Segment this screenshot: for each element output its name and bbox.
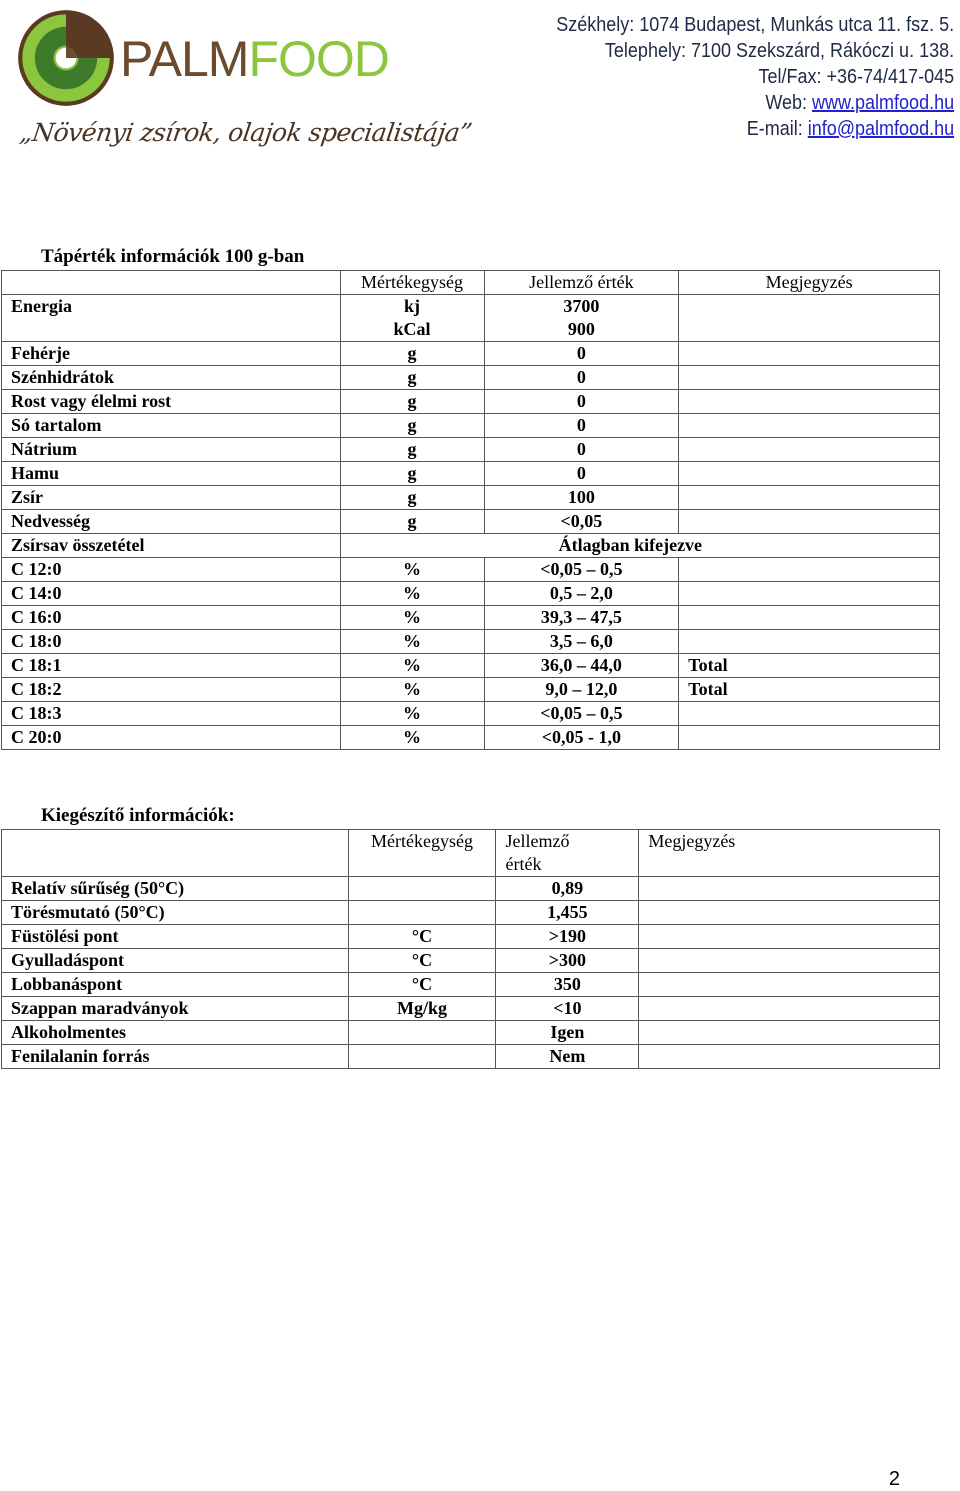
- table-row: [2, 486, 940, 510]
- row-note: Total: [679, 678, 940, 702]
- row-name: [2, 318, 341, 342]
- row-name: C 18:2: [2, 678, 341, 702]
- palmfood-logo: [12, 4, 389, 114]
- row-value: 1,455: [496, 901, 639, 925]
- table-row: [2, 630, 940, 654]
- row-note: [639, 973, 940, 997]
- row-value: <10: [496, 997, 639, 1021]
- row-note: [679, 726, 940, 750]
- table-row: [2, 366, 940, 390]
- web-link[interactable]: www.palmfood.hu: [811, 92, 954, 114]
- row-unit: kCal: [340, 318, 484, 342]
- contact-email: [556, 116, 954, 142]
- row-value: 0,89: [496, 877, 639, 901]
- row-unit: °C: [348, 949, 496, 973]
- table-row: [2, 510, 940, 534]
- row-value: 0: [484, 414, 679, 438]
- row-unit: %: [340, 582, 484, 606]
- supplementary-table: [1, 829, 940, 1069]
- row-name: C 14:0: [2, 582, 341, 606]
- row-name: C 12:0: [2, 558, 341, 582]
- contact-web: [556, 90, 954, 116]
- row-name: Fenilalanin forrás: [2, 1045, 349, 1069]
- row-value: 0,5 – 2,0: [484, 582, 679, 606]
- row-note: [639, 997, 940, 1021]
- header-empty: [2, 271, 341, 295]
- table-row: [2, 925, 940, 949]
- row-value: 100: [484, 486, 679, 510]
- row-name: Relatív sűrűség (50°C): [2, 877, 349, 901]
- row-unit: [348, 1045, 496, 1069]
- row-unit: [348, 901, 496, 925]
- row-unit: g: [340, 366, 484, 390]
- contact-telfax: Tel/Fax: +36-74/417-045: [758, 66, 954, 88]
- row-value: 0: [484, 438, 679, 462]
- row-note: [679, 606, 940, 630]
- header-value-line2: érték: [505, 854, 542, 874]
- row-note: [679, 558, 940, 582]
- row-name: Hamu: [2, 462, 341, 486]
- row-note: [679, 486, 940, 510]
- email-link[interactable]: info@palmfood.hu: [807, 118, 954, 140]
- table-row: [2, 342, 940, 366]
- row-note: [639, 877, 940, 901]
- row-unit: %: [340, 558, 484, 582]
- row-name: Alkoholmentes: [2, 1021, 349, 1045]
- row-value: 36,0 – 44,0: [484, 654, 679, 678]
- row-name: Zsír: [2, 486, 341, 510]
- row-unit: g: [340, 342, 484, 366]
- row-value: 0: [484, 462, 679, 486]
- row-note: [639, 949, 940, 973]
- row-unit: %: [340, 678, 484, 702]
- row-name: C 18:0: [2, 630, 341, 654]
- table-row: [2, 318, 940, 342]
- table-row: [2, 606, 940, 630]
- row-note: [679, 582, 940, 606]
- table-row: [2, 678, 940, 702]
- row-note: [679, 630, 940, 654]
- table-row: [2, 997, 940, 1021]
- brand-food: FOOD: [248, 31, 389, 87]
- row-unit: %: [340, 702, 484, 726]
- row-name: Szénhidrátok: [2, 366, 341, 390]
- row-name: C 18:3: [2, 702, 341, 726]
- row-note: [679, 462, 940, 486]
- table-row: [2, 973, 940, 997]
- row-value: Igen: [496, 1021, 639, 1045]
- row-unit: g: [340, 462, 484, 486]
- row-note: [639, 1045, 940, 1069]
- row-name: Rost vagy élelmi rost: [2, 390, 341, 414]
- row-value: 900: [484, 318, 679, 342]
- header-empty: [2, 830, 349, 877]
- row-note: [679, 510, 940, 534]
- table-row: [2, 901, 940, 925]
- row-name: Fehérje: [2, 342, 341, 366]
- row-unit: g: [340, 510, 484, 534]
- brand-palm: PALM: [120, 31, 249, 87]
- email-label: E-mail:: [746, 118, 808, 140]
- row-note: [679, 295, 940, 319]
- row-value: 3,5 – 6,0: [484, 630, 679, 654]
- row-unit: %: [340, 606, 484, 630]
- row-note: Total: [679, 654, 940, 678]
- row-value: >300: [496, 949, 639, 973]
- row-unit: %: [340, 654, 484, 678]
- table-row: [2, 1045, 940, 1069]
- row-note: [679, 390, 940, 414]
- page-number: 2: [888, 1468, 900, 1490]
- table-row: [2, 414, 940, 438]
- row-note: [679, 702, 940, 726]
- row-name: Szappan maradványok: [2, 997, 349, 1021]
- row-unit: °C: [348, 973, 496, 997]
- table-row: [2, 726, 940, 750]
- row-name: Lobbanáspont: [2, 973, 349, 997]
- row-value: <0,05 – 0,5: [484, 558, 679, 582]
- row-name: Füstölési pont: [2, 925, 349, 949]
- row-note: [679, 318, 940, 342]
- row-value: 0: [484, 366, 679, 390]
- row-name: Törésmutató (50°C): [2, 901, 349, 925]
- row-unit: [348, 877, 496, 901]
- supplementary-title: Kiegészítő információk:: [41, 805, 235, 826]
- web-label: Web:: [765, 92, 812, 114]
- row-unit: %: [340, 726, 484, 750]
- row-unit: g: [340, 414, 484, 438]
- row-note: [639, 901, 940, 925]
- row-unit: °C: [348, 925, 496, 949]
- table-row: [2, 582, 940, 606]
- row-value: <0,05: [484, 510, 679, 534]
- row-unit: [348, 1021, 496, 1045]
- row-value: >190: [496, 925, 639, 949]
- header-value: [496, 830, 639, 877]
- table-header-row: [2, 830, 940, 877]
- row-unit: %: [340, 630, 484, 654]
- table-row: [2, 534, 940, 558]
- row-note: [679, 366, 940, 390]
- row-name: C 16:0: [2, 606, 341, 630]
- header-value: Jellemző érték: [484, 271, 679, 295]
- row-note: [679, 342, 940, 366]
- row-unit: g: [340, 438, 484, 462]
- header-unit: Mértékegység: [340, 271, 484, 295]
- contact-seat: Székhely: 1074 Budapest, Munkás utca 11. fsz. 5.: [556, 14, 954, 36]
- header-unit: Mértékegység: [348, 830, 496, 877]
- palmfood-logo-icon: [14, 6, 118, 110]
- row-value: 3700: [484, 295, 679, 319]
- contact-site: Telephely: 7100 Szekszárd, Rákóczi u. 138.: [604, 40, 954, 62]
- row-unit: kj: [340, 295, 484, 319]
- brand-name: [120, 31, 389, 87]
- table-row: [2, 390, 940, 414]
- row-value: 39,3 – 47,5: [484, 606, 679, 630]
- nutrition-title: Tápérték információk 100 g-ban: [41, 246, 305, 267]
- row-name: Nedvesség: [2, 510, 341, 534]
- table-row: [2, 438, 940, 462]
- table-row: [2, 295, 940, 319]
- row-name: Gyulladáspont: [2, 949, 349, 973]
- row-name: Zsírsav összetétel: [2, 534, 341, 558]
- row-note: [639, 925, 940, 949]
- table-row: [2, 1021, 940, 1045]
- row-value: Nem: [496, 1045, 639, 1069]
- row-value: 350: [496, 973, 639, 997]
- row-name: C 20:0: [2, 726, 341, 750]
- header-note: Megjegyzés: [679, 271, 940, 295]
- row-name: C 18:1: [2, 654, 341, 678]
- table-row: [2, 654, 940, 678]
- row-value: 0: [484, 390, 679, 414]
- row-unit: g: [340, 486, 484, 510]
- row-unit: g: [340, 390, 484, 414]
- row-name: Só tartalom: [2, 414, 341, 438]
- table-row: [2, 949, 940, 973]
- row-note: [639, 1021, 940, 1045]
- row-name: Nátrium: [2, 438, 341, 462]
- header-note: Megjegyzés: [639, 830, 940, 877]
- table-row: [2, 462, 940, 486]
- row-note: [679, 414, 940, 438]
- row-value: <0,05 - 1,0: [484, 726, 679, 750]
- table-row: [2, 877, 940, 901]
- table-row: [2, 702, 940, 726]
- row-note: Átlagban kifejezve: [340, 534, 939, 558]
- table-header-row: [2, 271, 940, 295]
- row-value: 0: [484, 342, 679, 366]
- contact-block: [512, 12, 954, 142]
- row-note: [679, 438, 940, 462]
- row-name: Energia: [2, 295, 341, 319]
- row-value: 9,0 – 12,0: [484, 678, 679, 702]
- row-unit: Mg/kg: [348, 997, 496, 1021]
- header-value-line1: Jellemző: [505, 831, 570, 851]
- row-value: <0,05 – 0,5: [484, 702, 679, 726]
- table-row: [2, 558, 940, 582]
- nutrition-table: [1, 270, 940, 750]
- slogan: „Növényi zsírok, olajok specialistája”: [17, 118, 474, 147]
